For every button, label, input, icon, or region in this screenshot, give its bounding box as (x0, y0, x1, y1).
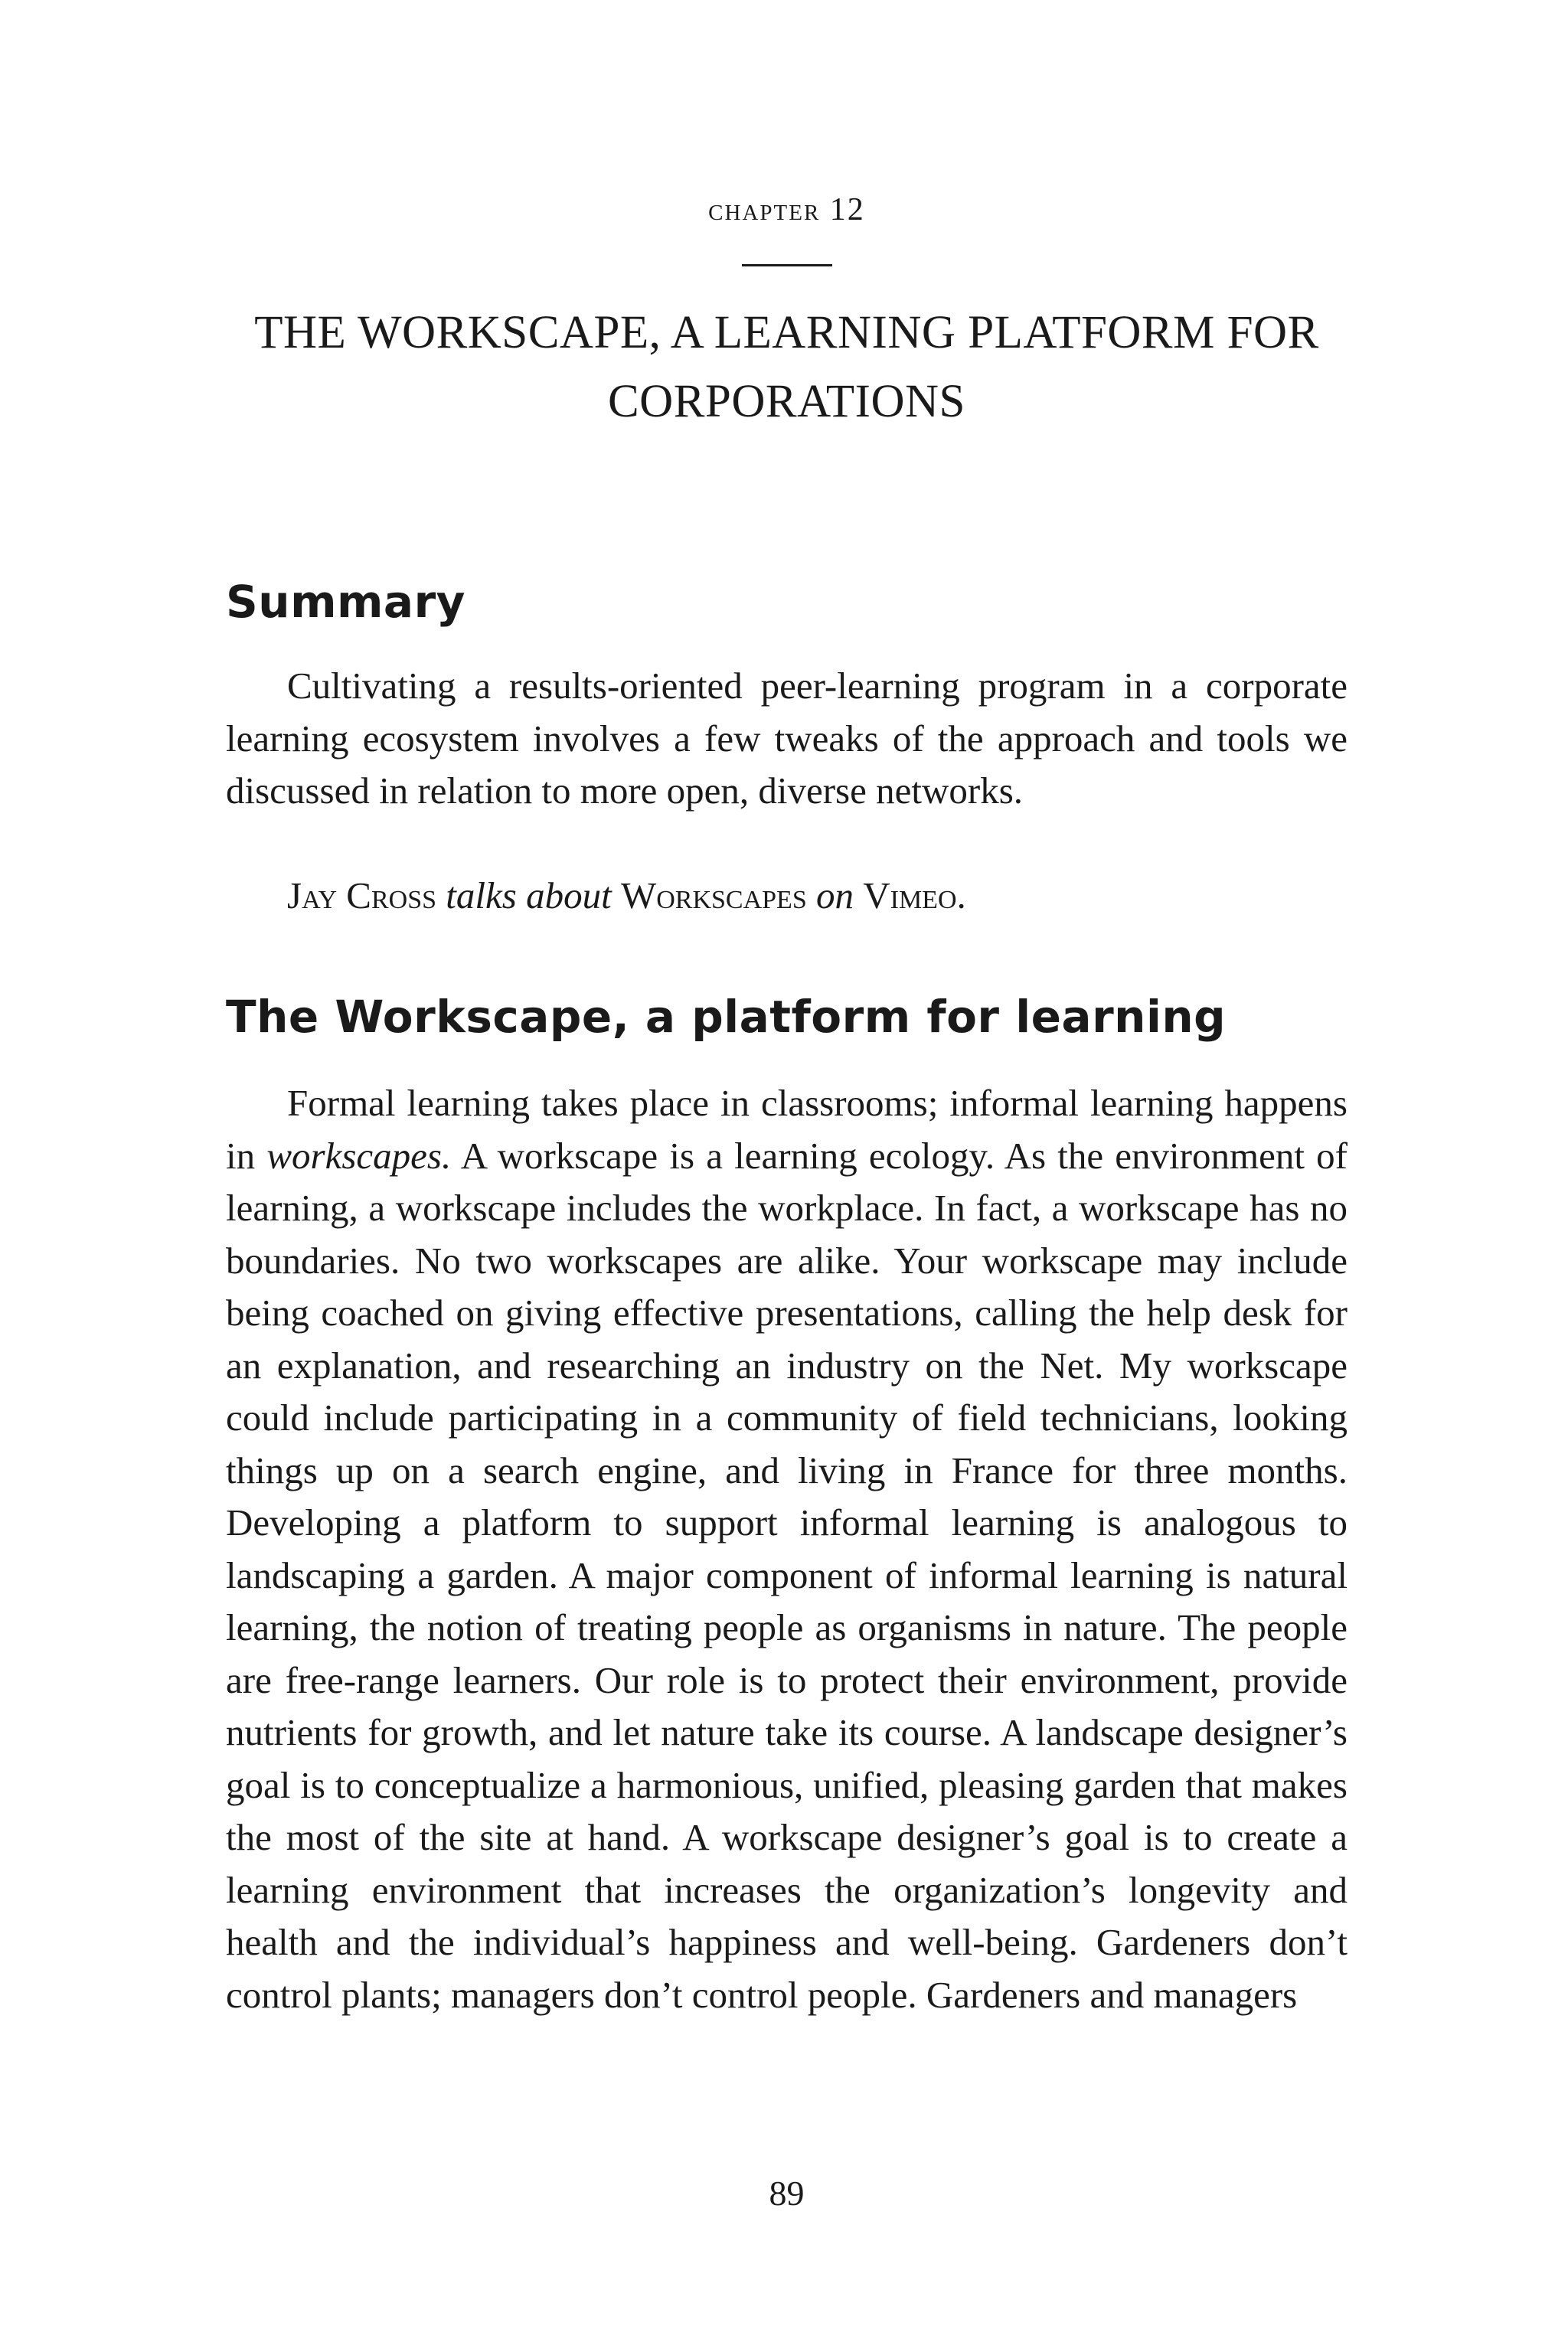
video-reference-line (287, 870, 966, 923)
book-page (226, 0, 1348, 2352)
chapter-label: chapter 12 (708, 192, 865, 227)
page-number: 89 (769, 2174, 805, 2213)
chapter-title-line-2: CORPORATIONS (608, 376, 965, 427)
chapter-rule (742, 264, 832, 266)
body-emphasis-workscapes: workscapes. (266, 1134, 452, 1177)
body-text-start: Formal learning takes place in classrooms; informal learning happens in (226, 1082, 1348, 1177)
reference-talks-about: talks about (446, 874, 612, 916)
summary-paragraph: Cultivating a results-oriented peer-learning program in a corporate learning ecosystem involves a few tweaks of the approach and tools we discussed in relation to more open, diverse networks. (226, 665, 1348, 812)
workscape-section-heading: The Workscape, a platform for learning (226, 991, 1227, 1043)
chapter-title-line-1: THE WORKSCAPE, A LEARNING PLATFORM FOR (254, 307, 1319, 358)
summary-heading: Summary (226, 576, 466, 628)
reference-on: on (815, 874, 854, 916)
chapter-title (226, 299, 1348, 436)
reference-subject: Workscapes (620, 874, 807, 916)
reference-author: Jay Cross (287, 874, 437, 916)
workscape-body-paragraph (226, 1077, 1348, 2021)
reference-venue: Vimeo. (863, 874, 966, 916)
body-text-rest: A workscape is a learning ecology. As the environment of learning, a workscape includes the workplace. In fact, a workscape has no boundaries. No two workscapes are alike. Your workscape may include being coached on giving effective presentations, calling the help desk for an explanation, and researching an industry on the Net. My workscape could include participating in a community of field technicians, looking things up on a search engine, and living in France for three months. Developing a platform to support informal learning is analogous to landscaping a garden. A major component of informal learning is natural learning, the notion of treating people as organisms in nature. The people are free-range learners. Our role is to protect their environment, provide nutrients for growth, and let nature take its course. A landscape designer’s goal is to conceptualize a harmonious, unified, pleasing garden that makes the most of the site at hand. A workscape designer’s goal is to create a learning environment that increases the organization’s longevity and health and the individual’s happiness and well-being. Gardeners don’t control plants; managers don’t control people. Gardeners and managers (226, 1134, 1348, 2016)
